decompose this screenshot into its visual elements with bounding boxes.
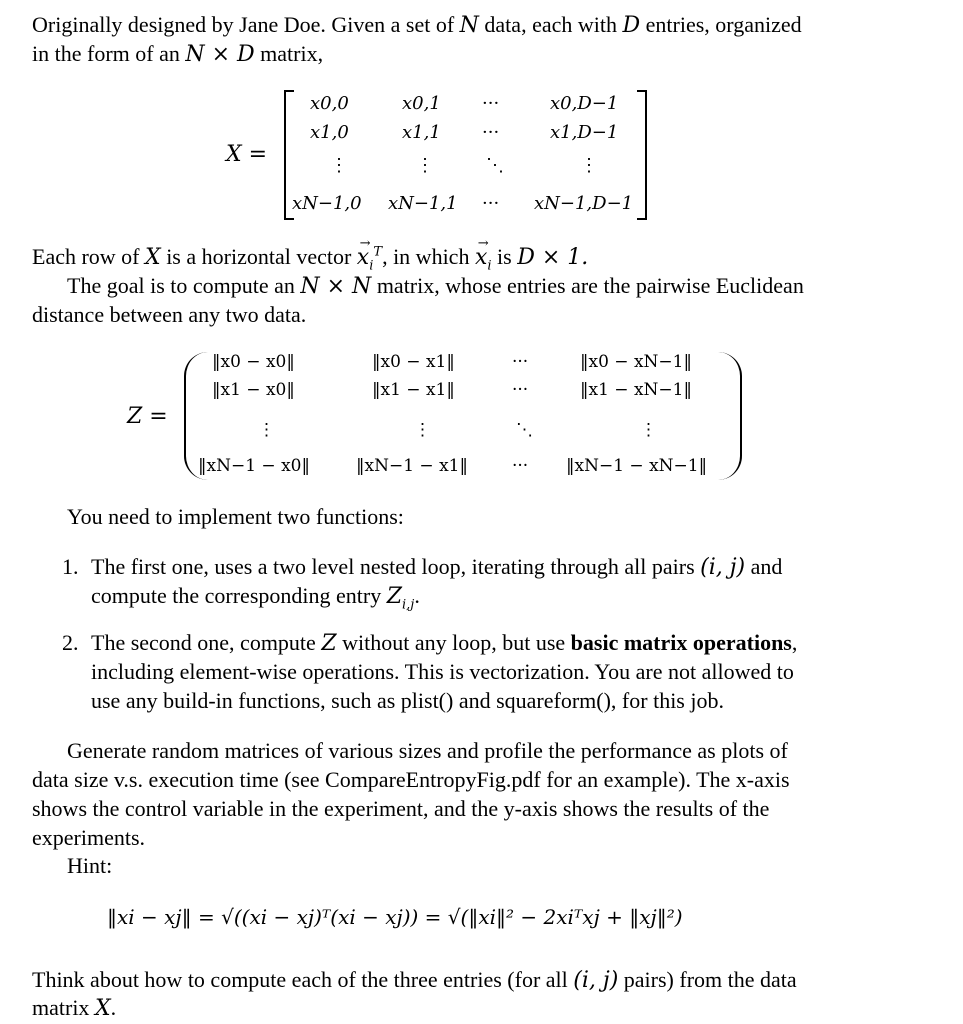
profile-line-2: data size v.s. execution time (see CompareEntropyFig.pdf for an example). The x-axis: [32, 767, 790, 792]
matrix-x-cell: x1,0: [310, 122, 349, 143]
matrix-z-cell: ···: [512, 352, 529, 372]
distance-formula: ‖xi − xj‖ = √((xi − xj)ᵀ(xi − xj)) = √(‖xi‖² − 2xiᵀxj + ‖xj‖²): [107, 905, 683, 929]
matrix-x-cell: x0,D−1: [550, 93, 619, 114]
profile-line-4: experiments.: [32, 825, 146, 850]
hint-label: Hint:: [67, 853, 113, 878]
task-intro: You need to implement two functions:: [67, 504, 404, 529]
vector-xi-transpose: → $x_i$: [357, 244, 374, 272]
matrix-x-cell: ⋱: [486, 155, 504, 176]
matrix-z-cell: ⋮: [640, 420, 657, 440]
matrix-z-cell: ‖x0 − x0‖: [212, 352, 295, 372]
matrix-x-cell: xN−1,0: [292, 193, 362, 214]
matrix-z-cell: ‖xN−1 − xN−1‖: [566, 456, 708, 476]
task-item-2-line-1: The second one, compute Z without any loop, but use basic matrix operations,: [91, 630, 798, 656]
matrix-x-cell: x0,0: [310, 93, 349, 114]
matrix-x-label: X =: [226, 142, 268, 167]
intro-line-2: in the form of an N × D matrix,: [32, 41, 324, 67]
row-vector-line: Each row of X is a horizontal vector → $x_i^T$, in which → $x_i$ is D × 1.: [32, 243, 588, 272]
task-item-1-line-1: The first one, uses a two level nested loop, iterating through all pairs (i, j) and: [91, 554, 783, 580]
matrix-z-cell: ‖xN−1 − x1‖: [356, 456, 468, 476]
matrix-z-cell: ‖xN−1 − x0‖: [198, 456, 310, 476]
closing-line-2: matrix X.: [32, 995, 117, 1021]
matrix-x-cell: xN−1,1: [388, 193, 458, 214]
matrix-x-cell: ⋮: [580, 155, 598, 176]
matrix-z-cell: ⋮: [258, 420, 275, 440]
matrix-x-cell: x1,D−1: [550, 122, 619, 143]
matrix-z-cell: ⋮: [414, 420, 431, 440]
matrix-x-cell: xN−1,D−1: [534, 193, 634, 214]
task-item-2-line-2: including element-wise operations. This is vectorization. You are not allowed to: [91, 659, 794, 684]
task-item-2-line-3: use any build-in functions, such as plist() and squareform(), for this job.: [91, 688, 724, 713]
profile-line-3: shows the control variable in the experiment, and the y-axis shows the results of the: [32, 796, 770, 821]
closing-line-1: Think about how to compute each of the three entries (for all (i, j) pairs) from the data: [32, 967, 797, 993]
task-item-1-number: 1.: [62, 554, 79, 579]
task-item-2-number: 2.: [62, 630, 79, 655]
matrix-x-cell: ···: [482, 122, 500, 143]
profile-line-1: Generate random matrices of various sizes and profile the performance as plots of: [67, 738, 788, 763]
matrix-z-cell: ‖x1 − x0‖: [212, 380, 295, 400]
task-item-1-line-2: compute the corresponding entry $Z_{i,j}$.: [91, 583, 420, 613]
matrix-x-cell: ···: [482, 193, 500, 214]
matrix-z-right-paren: [718, 352, 742, 480]
matrix-z-cell: ⋱: [516, 420, 533, 440]
matrix-x-cell: ⋮: [330, 155, 348, 176]
matrix-z-cell: ···: [512, 456, 529, 476]
vector-xi: → $x_i$: [475, 244, 492, 272]
matrix-x-cell: ···: [482, 93, 500, 114]
matrix-z-cell: ‖x1 − xN−1‖: [580, 380, 692, 400]
intro-line-1: Originally designed by Jane Doe. Given a set of N data, each with D entries, organized: [32, 12, 802, 38]
goal-line-1: The goal is to compute an N × N matrix, whose entries are the pairwise Euclidean: [67, 273, 804, 299]
matrix-x-cell: x1,1: [402, 122, 441, 143]
goal-line-2: distance between any two data.: [32, 302, 307, 327]
matrix-x-cell: x0,1: [402, 93, 441, 114]
matrix-x-cell: ⋮: [416, 155, 434, 176]
matrix-z-cell: ···: [512, 380, 529, 400]
matrix-x-right-bracket: [637, 90, 647, 220]
matrix-z-cell: ‖x0 − x1‖: [372, 352, 455, 372]
matrix-z-label: Z =: [127, 404, 168, 429]
matrix-z-cell: ‖x0 − xN−1‖: [580, 352, 692, 372]
matrix-z-cell: ‖x1 − x1‖: [372, 380, 455, 400]
